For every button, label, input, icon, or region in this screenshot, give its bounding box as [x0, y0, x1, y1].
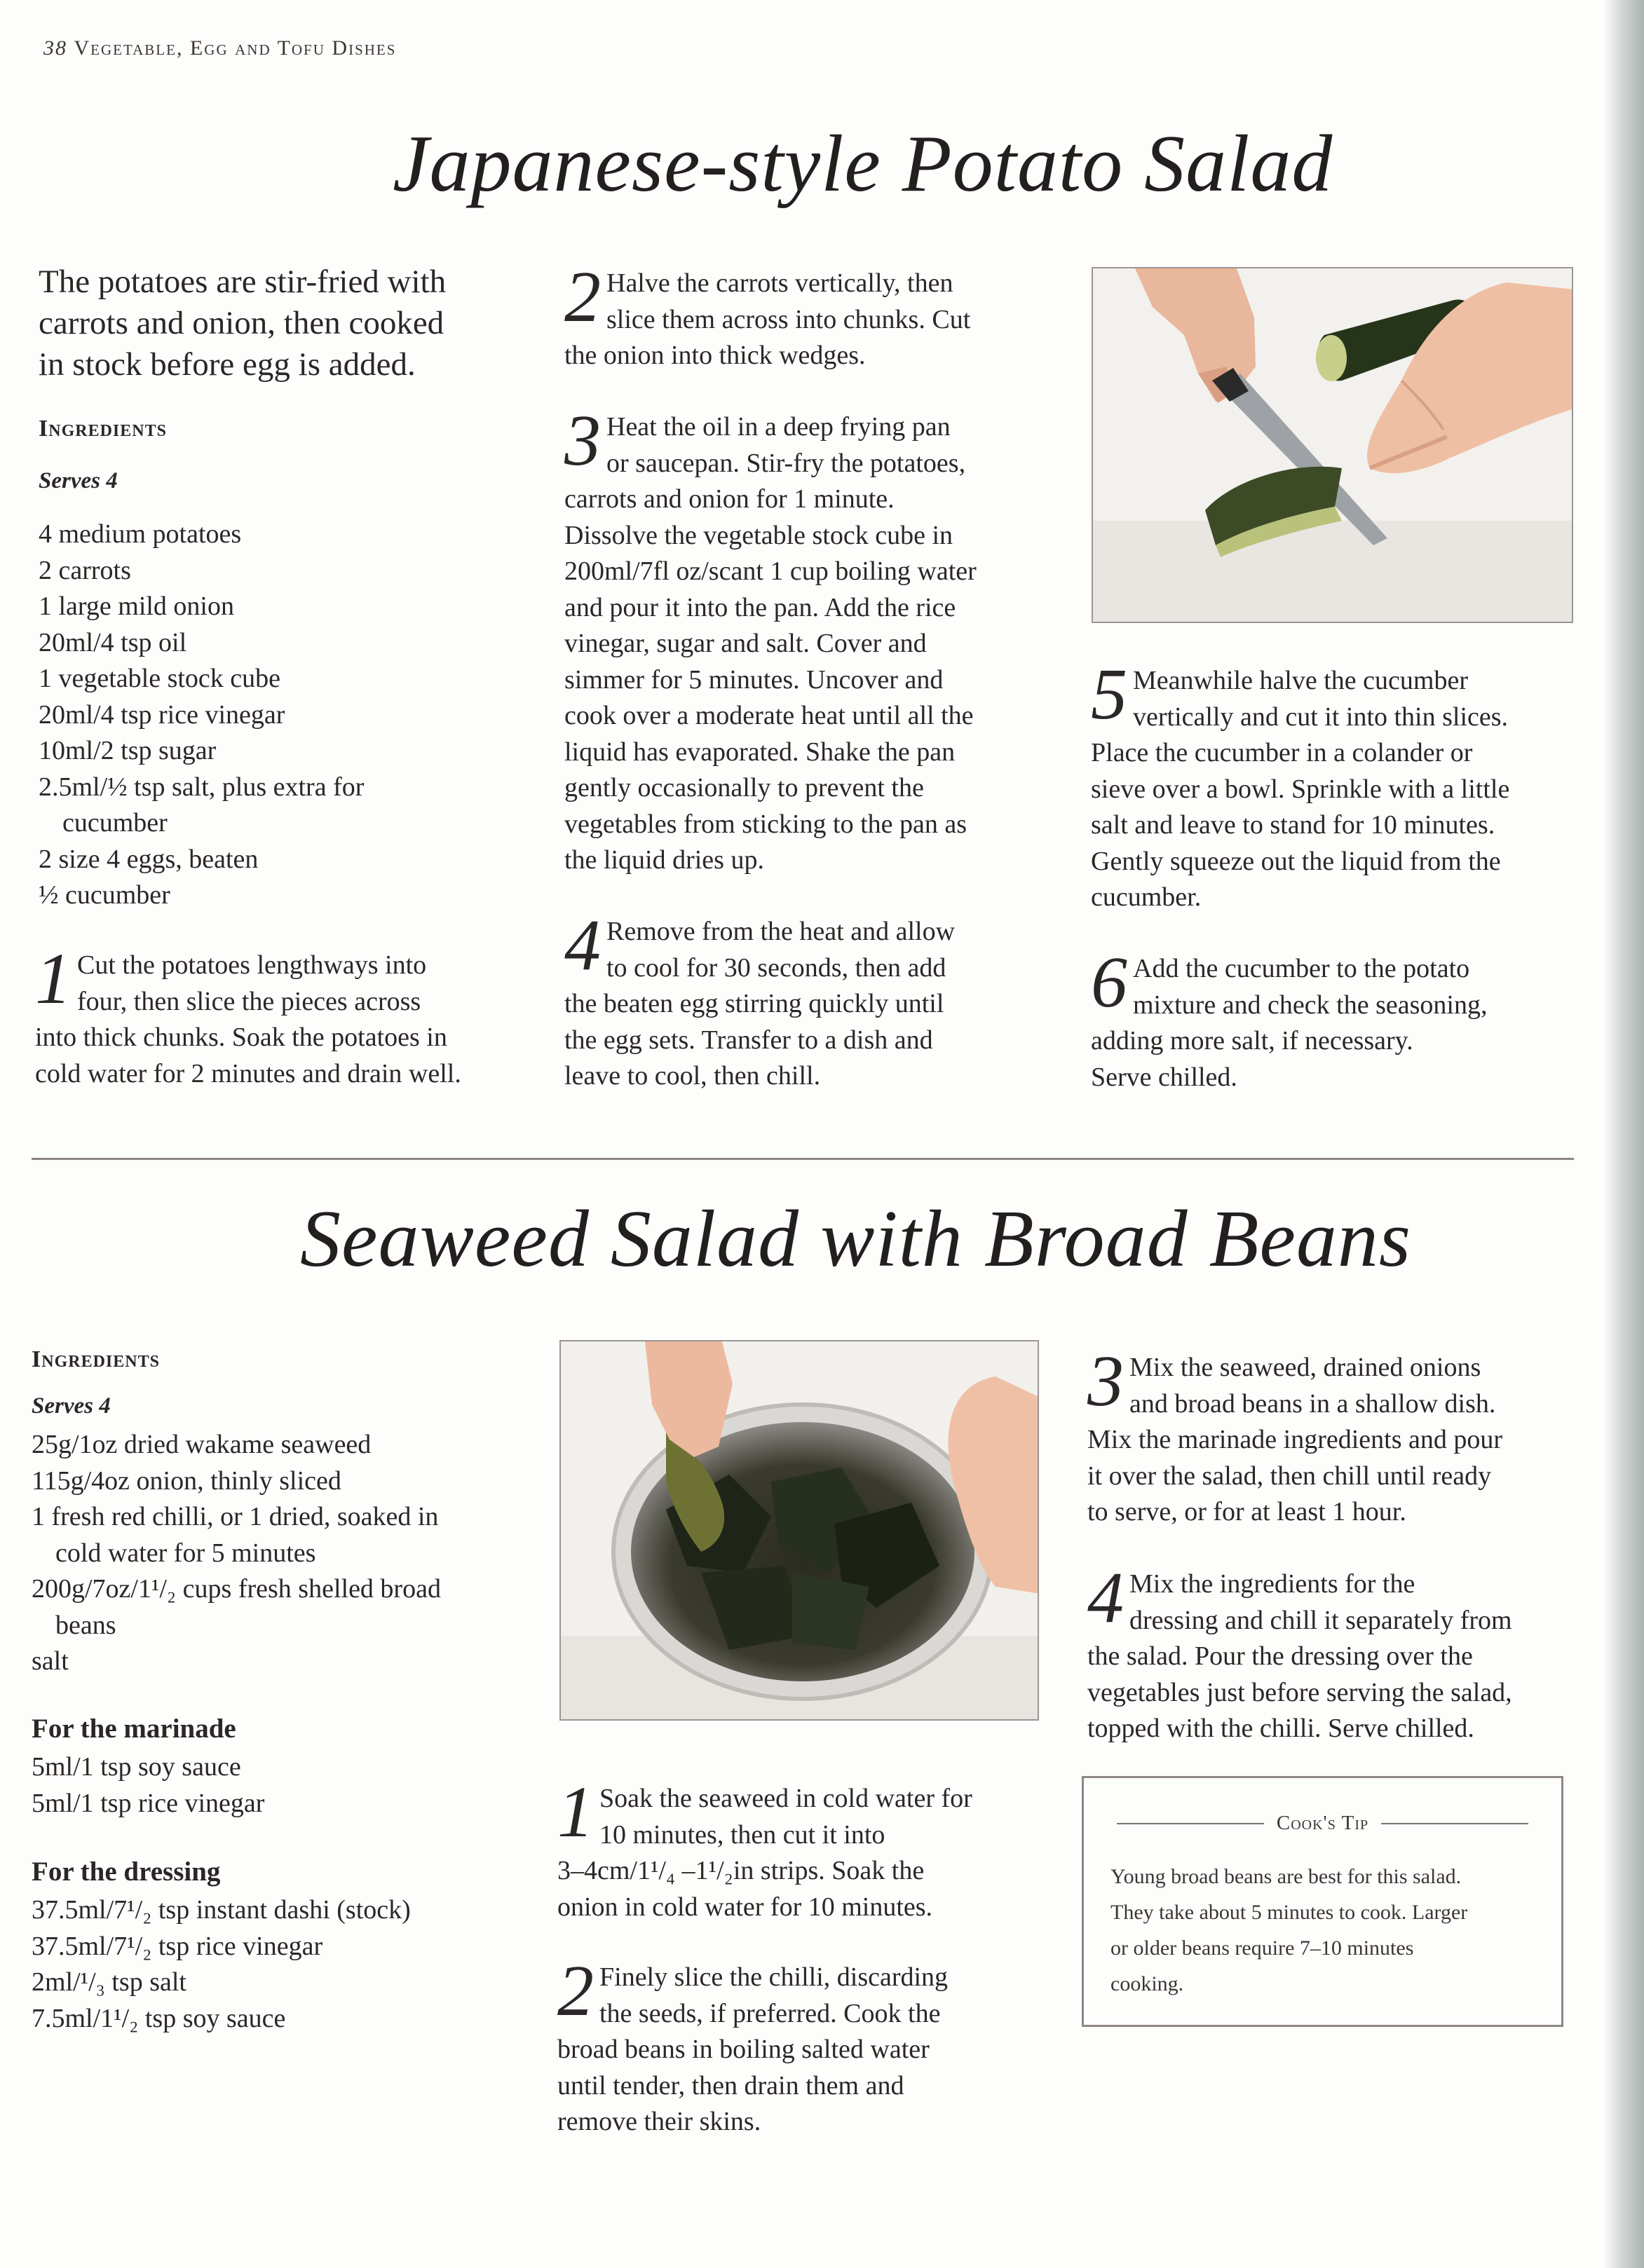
- ingredient-item: 2 carrots: [39, 555, 131, 585]
- step-line: mixture and check the seasoning,: [1133, 990, 1488, 1020]
- step-line: sieve over a bowl. Sprinkle with a little: [1091, 774, 1510, 804]
- ingredient-item: 5ml/1 tsp rice vinegar: [32, 1788, 265, 1818]
- step-line: four, then slice the pieces across: [77, 986, 421, 1016]
- ingredients-heading: Ingredients: [39, 416, 167, 442]
- cooks-tip-heading-row: [1084, 1812, 1561, 1835]
- ingredient-item: 200g/7oz/1¹/₂ cups fresh shelled broad: [32, 1574, 441, 1604]
- step-line: and pour it into the pan. Add the rice: [564, 592, 956, 622]
- ingredients-list: [32, 1427, 441, 1680]
- tip-line: or older beans require 7–10 minutes: [1110, 1936, 1414, 1960]
- step-line: remove their skins.: [557, 2107, 761, 2136]
- step-number: 3: [564, 400, 601, 481]
- ingredient-item: 2ml/¹/₃ tsp salt: [32, 1967, 186, 1997]
- step-line: slice them across into chunks. Cut: [606, 304, 971, 334]
- step-line: the liquid dries up.: [564, 845, 764, 875]
- ingredient-item: beans: [55, 1610, 116, 1640]
- step-line: the beaten egg stirring quickly until: [564, 989, 944, 1018]
- step-line: Gently squeeze out the liquid from the: [1091, 846, 1501, 876]
- step-line: adding more salt, if necessary.: [1091, 1026, 1413, 1056]
- step-line: Meanwhile halve the cucumber: [1133, 666, 1468, 695]
- cucumber-slicing-photo: [1092, 267, 1573, 623]
- step-line: Heat the oil in a deep frying pan: [606, 412, 951, 442]
- dressing-list: [32, 1892, 411, 2037]
- ingredient-item: 7.5ml/1¹/₂ tsp soy sauce: [32, 2003, 286, 2033]
- marinade-list: [32, 1749, 264, 1822]
- step-line: Soak the seaweed in cold water for: [599, 1784, 972, 1813]
- ingredient-item: 1 fresh red chilli, or 1 dried, soaked in: [32, 1502, 439, 1531]
- intro-line: The potatoes are stir-fried with: [39, 264, 447, 300]
- step-line: and broad beans in a shallow dish.: [1129, 1388, 1496, 1419]
- tip-line: cooking.: [1110, 1972, 1184, 1995]
- ingredient-item: 20ml/4 tsp oil: [39, 627, 187, 657]
- step-line: Cut the potatoes lengthways into: [77, 950, 427, 980]
- step-line: to cool for 30 seconds, then add: [606, 952, 946, 983]
- ingredients-heading: Ingredients: [32, 1346, 160, 1372]
- serves-label: Serves 4: [39, 468, 118, 493]
- step-3: [1087, 1341, 1578, 1531]
- page-number: 38: [43, 36, 67, 60]
- step-line: the egg sets. Transfer to a dish and: [564, 1025, 933, 1055]
- intro-line: in stock before egg is added.: [39, 346, 416, 383]
- ingredients-list: [39, 517, 364, 914]
- step-number: 5: [1091, 654, 1127, 735]
- step-number: 2: [557, 1951, 594, 2031]
- step-line: vertically and cut it into thin slices.: [1133, 702, 1509, 732]
- step-4: [1087, 1557, 1578, 1747]
- step-line: 10 minutes, then cut it into: [599, 1819, 885, 1850]
- ingredient-item: 20ml/4 tsp rice vinegar: [39, 699, 285, 730]
- step-line: to serve, or for at least 1 hour.: [1087, 1497, 1406, 1526]
- seaweed-bowl-photo: [559, 1340, 1039, 1721]
- recipe-title: Japanese-style Potato Salad: [393, 119, 1333, 209]
- step-number: 4: [564, 905, 601, 985]
- step-line: liquid has evaporated. Shake the pan: [564, 737, 956, 767]
- ingredient-item: 1 vegetable stock cube: [39, 664, 281, 693]
- step-line: the seeds, if preferred. Cook the: [599, 1998, 941, 2028]
- step-line: Place the cucumber in a colander or: [1091, 738, 1473, 767]
- ingredient-item: cold water for 5 minutes: [55, 1538, 316, 1568]
- step-line: vegetables just before serving the salad,: [1087, 1677, 1512, 1707]
- step-line: Remove from the heat and allow: [606, 917, 956, 946]
- step-line: topped with the chilli. Serve chilled.: [1087, 1714, 1474, 1743]
- tip-rule-right: [1381, 1823, 1528, 1824]
- ingredient-item: 4 medium potatoes: [39, 519, 242, 549]
- ingredient-item: 37.5ml/7¹/₂ tsp instant dashi (stock): [32, 1895, 411, 1925]
- ingredient-item: 2.5ml/½ tsp salt, plus extra for: [39, 772, 365, 802]
- tip-line: They take about 5 minutes to cook. Larger: [1110, 1901, 1468, 1924]
- step-line: broad beans in boiling salted water: [557, 2035, 930, 2064]
- step-line: the onion into thick wedges.: [564, 341, 866, 370]
- step-line: the salad. Pour the dressing over the: [1087, 1641, 1473, 1671]
- cucumber-slicing-illustration: [1093, 268, 1573, 623]
- step-line: until tender, then drain them and: [557, 2070, 904, 2100]
- step-line: vinegar, sugar and salt. Cover and: [564, 629, 927, 658]
- ingredient-item: 115g/4oz onion, thinly sliced: [32, 1466, 341, 1496]
- cooks-tip-heading: Cook's Tip: [1276, 1812, 1369, 1834]
- running-head: [43, 36, 396, 60]
- ingredient-item: cucumber: [62, 808, 168, 838]
- step-number: 6: [1091, 942, 1127, 1023]
- step-2: [557, 1951, 1062, 2140]
- step-line: Add the cucumber to the potato: [1133, 954, 1470, 983]
- step-line: Finely slice the chilli, discarding: [599, 1962, 949, 1992]
- step-line: Mix the marinade ingredients and pour: [1087, 1425, 1503, 1454]
- step-line: dressing and chill it separately from: [1129, 1605, 1512, 1635]
- step-number: 1: [35, 938, 72, 1019]
- step-line: vegetables from sticking to the pan as: [564, 809, 967, 839]
- step-line: Serve chilled.: [1091, 1062, 1237, 1092]
- intro-line: carrots and onion, then cooked: [39, 305, 444, 341]
- ingredient-item: ½ cucumber: [39, 880, 170, 910]
- step-line: carrots and onion for 1 minute.: [564, 484, 895, 514]
- section-title: Vegetable, Egg and Tofu Dishes: [74, 36, 397, 60]
- ingredient-item: 25g/1oz dried wakame seaweed: [32, 1430, 372, 1459]
- step-line: Dissolve the vegetable stock cube in: [564, 520, 953, 550]
- tip-rule-left: [1117, 1823, 1264, 1824]
- ingredient-item: 2 size 4 eggs, beaten: [39, 844, 259, 874]
- page-edge-shadow: [1603, 0, 1644, 2268]
- step-line: or saucepan. Stir-fry the potatoes,: [606, 448, 966, 478]
- ingredient-item: 5ml/1 tsp soy sauce: [32, 1752, 241, 1782]
- step-line: leave to cool, then chill.: [564, 1061, 821, 1091]
- step-6: [1091, 942, 1582, 1095]
- step-line: onion in cold water for 10 minutes.: [557, 1892, 933, 1922]
- step-line: Halve the carrots vertically, then: [606, 268, 953, 298]
- step-number: 2: [564, 257, 601, 337]
- step-number: 1: [557, 1772, 594, 1852]
- marinade-heading: For the marinade: [32, 1714, 236, 1744]
- cooks-tip-box: [1082, 1776, 1563, 2027]
- step-line: 3–4cm/1¹/₄ –1¹/₂in strips. Soak the: [557, 1856, 925, 1885]
- step-line: cucumber.: [1091, 882, 1202, 912]
- step-3: [564, 400, 1055, 879]
- step-line: cold water for 2 minutes and drain well.: [35, 1058, 461, 1088]
- step-number: 4: [1087, 1557, 1124, 1638]
- section-divider: [32, 1158, 1574, 1160]
- step-1: [557, 1772, 1062, 1925]
- tip-line: Young broad beans are best for this salad.: [1110, 1865, 1462, 1888]
- step-line: 200ml/7fl oz/scant 1 cup boiling water: [564, 556, 977, 586]
- step-5: [1091, 654, 1582, 916]
- step-2: [564, 257, 1055, 374]
- step-line: Mix the seaweed, drained onions: [1129, 1353, 1481, 1382]
- dressing-heading: For the dressing: [32, 1857, 221, 1887]
- step-line: simmer for 5 minutes. Uncover and: [564, 664, 944, 695]
- step-line: salt and leave to stand for 10 minutes.: [1091, 810, 1495, 840]
- recipe-title: Seaweed Salad with Broad Beans: [300, 1194, 1412, 1284]
- step-line: Mix the ingredients for the: [1129, 1569, 1415, 1599]
- ingredient-item: 10ml/2 tsp sugar: [39, 736, 217, 765]
- seaweed-bowl-illustration: [561, 1341, 1039, 1721]
- step-line: cook over a moderate heat until all the: [564, 701, 974, 730]
- ingredient-item: salt: [32, 1646, 69, 1676]
- step-line: it over the salad, then chill until ready: [1087, 1461, 1492, 1491]
- cooks-tip-text: [1084, 1835, 1561, 2002]
- step-1: [35, 938, 526, 1092]
- step-line: into thick chunks. Soak the potatoes in: [35, 1023, 447, 1052]
- step-4: [564, 905, 1055, 1095]
- ingredient-item: 37.5ml/7¹/₂ tsp rice vinegar: [32, 1931, 323, 1961]
- serves-label: Serves 4: [32, 1393, 111, 1419]
- step-number: 3: [1087, 1341, 1124, 1421]
- recipe-intro: [39, 261, 446, 385]
- ingredient-item: 1 large mild onion: [39, 592, 234, 621]
- step-line: gently occasionally to prevent the: [564, 773, 924, 802]
